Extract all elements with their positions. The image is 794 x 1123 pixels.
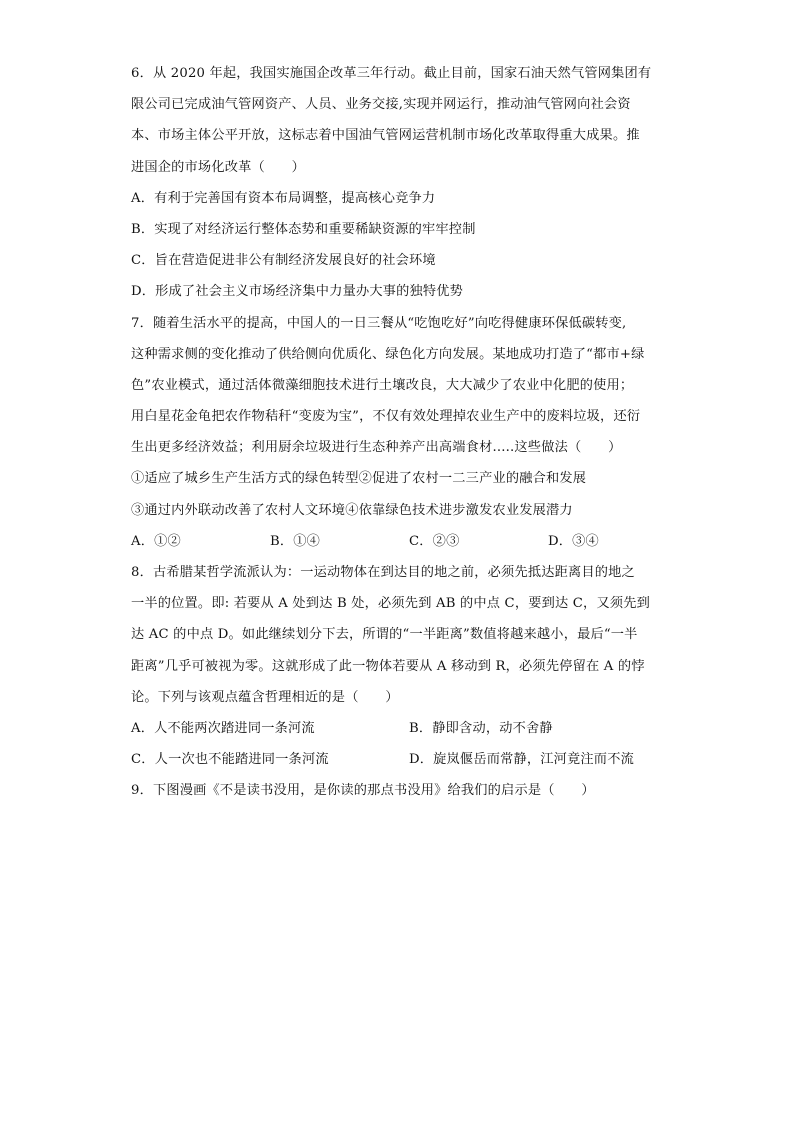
question-9 bbox=[131, 775, 671, 806]
question-6-text-line-3: 本、市场主体公平开放，这标志着中国油气管网运营机制市场化改革取得重大成果。推 bbox=[131, 128, 640, 144]
question-6-text-line-4: 进国企的市场化改革（ ） bbox=[131, 159, 306, 175]
question-6 bbox=[131, 58, 671, 308]
question-8-text-line-3: 达 AC 的中点 D。如此继续划分下去，所谓的“一半距离”数值将越来越小，最后“一半 bbox=[131, 627, 638, 643]
question-7-option-c: C．②③ bbox=[409, 533, 460, 549]
question-7-statements-1: ①适应了城乡生产生活方式的绿色转型②促进了农村一二三产业的融合和发展 bbox=[131, 471, 587, 487]
question-7-text-line-5: 生出更多经济效益；利用厨余垃圾进行生态种养产出高端食材.....这些做法（ ） bbox=[131, 440, 622, 456]
question-7-text-line-3: 色”农业模式，通过活体微藻细胞技术进行土壤改良，大大减少了农业中化肥的使用； bbox=[131, 377, 634, 393]
question-6-option-b: B．实现了对经济运行整体态势和重要稀缺资源的牢牢控制 bbox=[131, 221, 476, 237]
question-page bbox=[131, 58, 671, 807]
question-7-option-a: A．①② bbox=[131, 533, 181, 549]
question-8-text-line-1: 8．古希腊某哲学流派认为：一运动物体在到达目的地之前，必须先抵达距离目的地之 bbox=[131, 565, 635, 580]
question-8-options-row-2 bbox=[131, 744, 671, 775]
question-8-option-a: A．人不能两次踏进同一条河流 bbox=[131, 720, 315, 736]
question-6-text-line-1: 6．从 2020 年起，我国实施国企改革三年行动。截止目前，国家石油天然气管网集团有 bbox=[131, 66, 652, 81]
question-9-text-line-1: 9．下图漫画《不是读书没用，是你读的那点书没用》给我们的启示是（ ） bbox=[131, 783, 595, 799]
question-7 bbox=[131, 308, 671, 558]
question-6-text-line-2: 限公司已完成油气管网资产、人员、业务交接,实现并网运行，推动油气管网向社会资 bbox=[131, 97, 631, 113]
question-7-option-b: B．①④ bbox=[270, 533, 321, 549]
question-8-option-c: C．人一次也不能踏进同一条河流 bbox=[131, 752, 329, 768]
question-8-option-d: D．旋岚偃岳而常静，江河竟注而不流 bbox=[409, 752, 634, 768]
question-7-options bbox=[131, 526, 671, 557]
question-8-option-b: B．静即含动，动不舍静 bbox=[409, 720, 553, 736]
question-6-option-a: A．有利于完善国有资本布局调整，提高核心竞争力 bbox=[131, 190, 436, 206]
question-8-text-line-5: 论。下列与该观点蕴含哲理相近的是（ ） bbox=[131, 689, 399, 705]
question-7-statements-2: ③通过内外联动改善了农村人文环境④依靠绿色技术进步激发农业发展潜力 bbox=[131, 502, 573, 518]
question-8-text-line-2: 一半的位置。即: 若要从 A 处到达 B 处，必须先到 AB 的中点 C，要到达 C，又须先到 bbox=[131, 596, 650, 612]
question-6-option-c: C．旨在营造促进非公有制经济发展良好的社会环境 bbox=[131, 253, 436, 269]
question-6-option-d: D．形成了社会主义市场经济集中力量办大事的独特优势 bbox=[131, 284, 464, 300]
question-8 bbox=[131, 557, 671, 775]
question-8-options-row-1 bbox=[131, 713, 671, 744]
question-7-text-line-2: 这种需求侧的变化推动了供给侧向优质化、绿色化方向发展。某地成功打造了“都市+绿 bbox=[131, 346, 645, 362]
question-8-text-line-4: 距离”几乎可被视为零。这就形成了此一物体若要从 A 移动到 R，必须先停留在 A 的悖 bbox=[131, 658, 645, 674]
question-7-option-d: D．③④ bbox=[548, 533, 599, 549]
question-7-text-line-4: 用白星花金龟把农作物秸秆“变废为宝”，不仅有效处理掉农业生产中的废料垃圾，还衍 bbox=[131, 409, 641, 425]
question-7-text-line-1: 7．随着生活水平的提高，中国人的一日三餐从“吃饱吃好”向吃得健康环保低碳转变, bbox=[131, 315, 627, 331]
